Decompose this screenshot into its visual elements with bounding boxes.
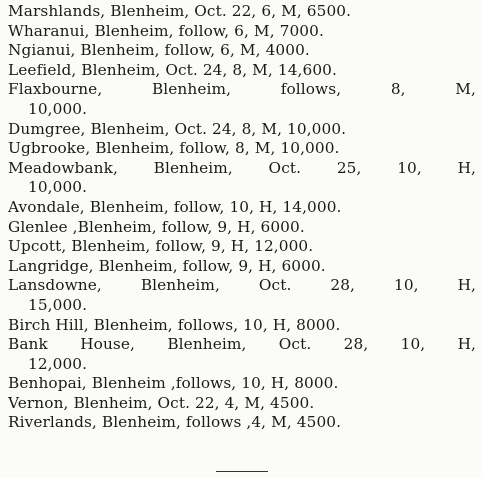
list-line: Ugbrooke, Blenheim, follow, 8, M, 10,000. bbox=[8, 139, 340, 158]
list-line: Flaxbourne, Blenheim, follows, 8, M, bbox=[8, 80, 476, 99]
list-line: Leefield, Blenheim, Oct. 24, 8, M, 14,600. bbox=[8, 60, 337, 79]
section-divider bbox=[216, 471, 268, 472]
list-line: Glenlee ,Blenheim, follow, 9, H, 6000. bbox=[8, 217, 305, 236]
list-line: Birch Hill, Blenheim, follows, 10, H, 8000. bbox=[8, 315, 341, 334]
list-line: Marshlands, Blenheim, Oct. 22, 6, M, 6500. bbox=[8, 2, 352, 20]
list-line: Vernon, Blenheim, Oct. 22, 4, M, 4500. bbox=[8, 393, 315, 412]
list-line: Riverlands, Blenheim, follows ,4, M, 4500. bbox=[8, 413, 342, 432]
list-line: Ngianui, Blenheim, follow, 6, M, 4000. bbox=[8, 41, 310, 60]
list-line-continuation: 10,000. bbox=[28, 178, 88, 197]
list-line: Meadowbank, Blenheim, Oct. 25, 10, H, bbox=[8, 158, 476, 177]
list-line: Avondale, Blenheim, follow, 10, H, 14,000. bbox=[8, 197, 342, 216]
list-line: Wharanui, Blenheim, follow, 6, M, 7000. bbox=[8, 21, 324, 40]
list-line-continuation: 12,000. bbox=[28, 354, 88, 373]
list-line: Langridge, Blenheim, follow, 9, H, 6000. bbox=[8, 256, 326, 275]
list-line: Upcott, Blenheim, follow, 9, H, 12,000. bbox=[8, 237, 314, 256]
list-line: Lansdowne, Blenheim, Oct. 28, 10, H, bbox=[8, 276, 476, 295]
shipping-list bbox=[8, 2, 476, 433]
list-line: Dumgree, Blenheim, Oct. 24, 8, M, 10,000. bbox=[8, 119, 347, 138]
list-line: Benhopai, Blenheim ,follows, 10, H, 8000. bbox=[8, 374, 339, 393]
list-line-continuation: 15,000. bbox=[28, 295, 88, 314]
list-line: Bank House, Blenheim, Oct. 28, 10, H, bbox=[8, 335, 476, 354]
list-line-continuation: 10,000. bbox=[28, 99, 88, 118]
